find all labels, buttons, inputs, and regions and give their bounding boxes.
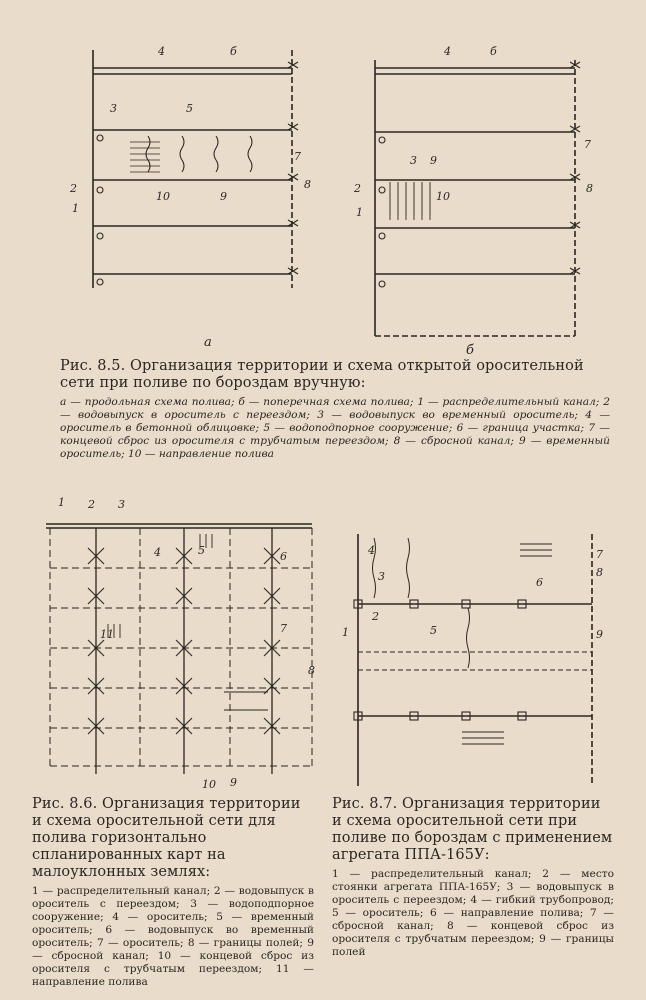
irrigation-direction-arrows <box>462 544 552 744</box>
caption-title: Рис. 8.6. Организация территории и схема оросительной сети для полива горизонтально спланированных карт на малоуклонных землях: <box>32 796 301 880</box>
label-3: 3 <box>110 102 117 115</box>
label-2: 2 <box>372 610 379 623</box>
label-4: 4 <box>368 544 375 557</box>
figure-8-6-caption <box>32 796 314 989</box>
label-10: 10 <box>202 778 216 791</box>
label-5: 5 <box>198 544 205 557</box>
irrigators <box>96 528 272 774</box>
label-2: 2 <box>70 182 77 195</box>
label-7: 7 <box>280 622 287 635</box>
caption-legend: 1 — распределительный канал; 2 — место стоянки агрегата ППА-165У; 3 — водовыпуск в ороситель с переездом; 4 — гибкий трубопровод; 5 — ороситель; 6 — направление полива; 7 — сбросной канал; 8 — концевой сброс из оросителя с трубчатым переездом; 9 — границы полей <box>332 868 614 958</box>
stand-places <box>354 600 526 720</box>
label-1: 1 <box>356 206 363 219</box>
figure-8-7 <box>330 528 620 790</box>
label-4: 4 <box>154 546 161 559</box>
label-10: 10 <box>156 190 170 203</box>
label-11: 11 <box>100 628 114 641</box>
label-8: 8 <box>304 178 311 191</box>
label-8: 8 <box>596 566 603 579</box>
label-3: 3 <box>410 154 417 167</box>
label-3: 3 <box>118 498 125 511</box>
figure-8-5-b <box>340 40 610 360</box>
label-6: 6 <box>536 576 543 589</box>
figure-8-6 <box>40 492 330 790</box>
label-1: 1 <box>72 202 79 215</box>
label-5: 5 <box>186 102 193 115</box>
figure-8-7-caption <box>332 796 614 959</box>
label-8: 8 <box>586 182 593 195</box>
label-4: 4 <box>444 45 451 58</box>
field-boundaries <box>358 652 592 670</box>
label-6: б <box>230 45 237 58</box>
label-2: 2 <box>354 182 361 195</box>
outlets <box>97 62 298 285</box>
subfigure-b: б <box>466 343 474 358</box>
figure-8-5-a <box>60 40 320 360</box>
caption-title: Рис. 8.7. Организация территории и схема оросительной сети при поливе по бороздам с применением агрегата ППА-165У: <box>332 796 613 863</box>
figure-8-5-caption <box>60 358 610 461</box>
label-2: 2 <box>88 498 95 511</box>
flexible-pipelines <box>373 538 470 668</box>
label-7: 7 <box>294 150 301 163</box>
caption-legend: а — продольная схема полива; б — поперечная схема полива; 1 — распределительный канал; 2 — водовыпуск в ороситель с переездом; 3 — водовыпуск во временный ороситель; 4 — ороситель в бетонной облицовке; 5 — водоподпорное сооружение; 6 — граница участка; 7 — концевой сброс из оросителя с трубчатым переездом; 8 — сбросной канал; 9 — временный ороситель; 10 — направление полива <box>60 396 610 460</box>
label-7: 7 <box>584 138 591 151</box>
label-8: 8 <box>308 664 315 677</box>
subfigure-a: а <box>204 335 212 350</box>
label-1: 1 <box>342 626 349 639</box>
label-3: 3 <box>378 570 385 583</box>
label-9: 9 <box>230 776 237 789</box>
label-9: 9 <box>596 628 603 641</box>
irrigation-direction-arrows <box>130 142 160 172</box>
label-1: 1 <box>58 496 65 509</box>
label-10: 10 <box>436 190 450 203</box>
temporary-furrows <box>146 136 252 172</box>
label-5: 5 <box>430 624 437 637</box>
label-4: 4 <box>158 45 165 58</box>
label-7: 7 <box>596 548 603 561</box>
label-6: 6 <box>280 550 287 563</box>
irrigation-direction-arrows <box>390 182 430 220</box>
caption-title: Рис. 8.5. Организация территории и схема открытой оросительной сети при поливе по бороздам вручную: <box>60 358 584 391</box>
label-9: 9 <box>430 154 437 167</box>
caption-legend: 1 — распределительный канал; 2 — водовыпуск в ороситель с переездом; 3 — водоподпорное сооружение; 4 — ороситель; 5 — временный ороситель; 6 — водовыпуск во временный ороситель; 7 — ороситель; 8 — границы полей; 9 — сбросной канал; 10 — концевой сброс из оросителя с трубчатым переездом; 11 — направление полива <box>32 885 314 988</box>
label-6: б <box>490 45 497 58</box>
label-9: 9 <box>220 190 227 203</box>
